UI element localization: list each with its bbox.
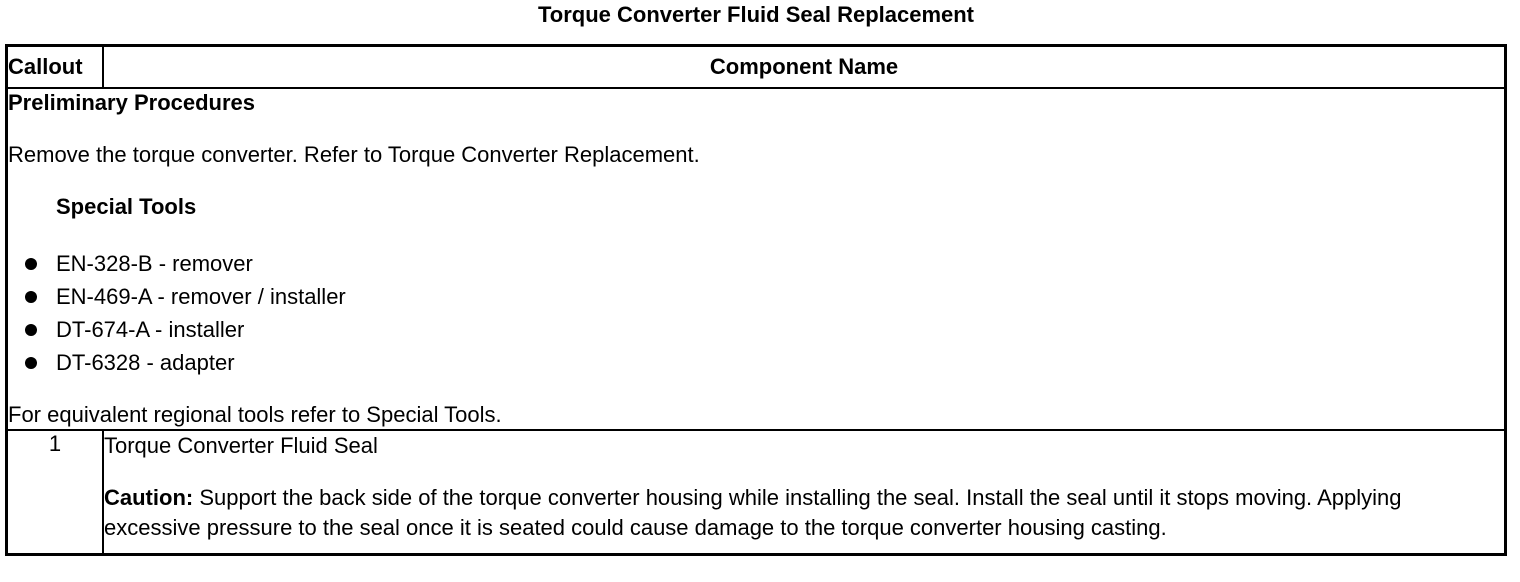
caution-label: Caution: <box>104 485 194 510</box>
preliminary-instruction: Remove the torque converter. Refer to Torque Converter Replacement. <box>8 142 700 167</box>
tool-item <box>8 280 1504 313</box>
tool-label: EN-469-A - remover / installer <box>56 284 346 309</box>
regional-tools-note: For equivalent regional tools refer to Special Tools. <box>8 402 502 427</box>
preliminary-cell <box>7 88 1506 430</box>
header-row <box>7 46 1506 89</box>
special-tools-list <box>8 247 1504 379</box>
tool-item <box>8 247 1504 280</box>
document-title: Torque Converter Fluid Seal Replacement <box>537 2 975 27</box>
component-name-column-header: Component Name <box>103 46 1506 89</box>
bullet-icon <box>25 258 37 270</box>
bullet-icon <box>25 291 37 303</box>
tool-item <box>8 313 1504 346</box>
tool-label: DT-674-A - installer <box>56 317 245 342</box>
callout-column-header: Callout <box>7 46 104 89</box>
tool-label: DT-6328 - adapter <box>56 350 235 375</box>
component-cell <box>103 430 1506 555</box>
component-name: Torque Converter Fluid Seal <box>104 433 378 458</box>
tool-item <box>8 346 1504 379</box>
table-row <box>7 430 1506 555</box>
tool-label: EN-328-B - remover <box>56 251 253 276</box>
special-tools-heading: Special Tools <box>56 194 197 219</box>
bullet-icon <box>25 357 37 369</box>
preliminary-heading: Preliminary Procedures <box>8 90 256 115</box>
procedure-table <box>5 44 1507 556</box>
caution-text: Support the back side of the torque converter housing while installing the seal. Install the seal until it stops moving. Applying excessive pressure to the seal once it is seated could cause damage to the torque converter housing casting. <box>104 485 1402 540</box>
caution-note <box>104 483 1504 543</box>
bullet-icon <box>25 324 37 336</box>
preliminary-row <box>7 88 1506 430</box>
callout-number: 1 <box>7 430 104 555</box>
